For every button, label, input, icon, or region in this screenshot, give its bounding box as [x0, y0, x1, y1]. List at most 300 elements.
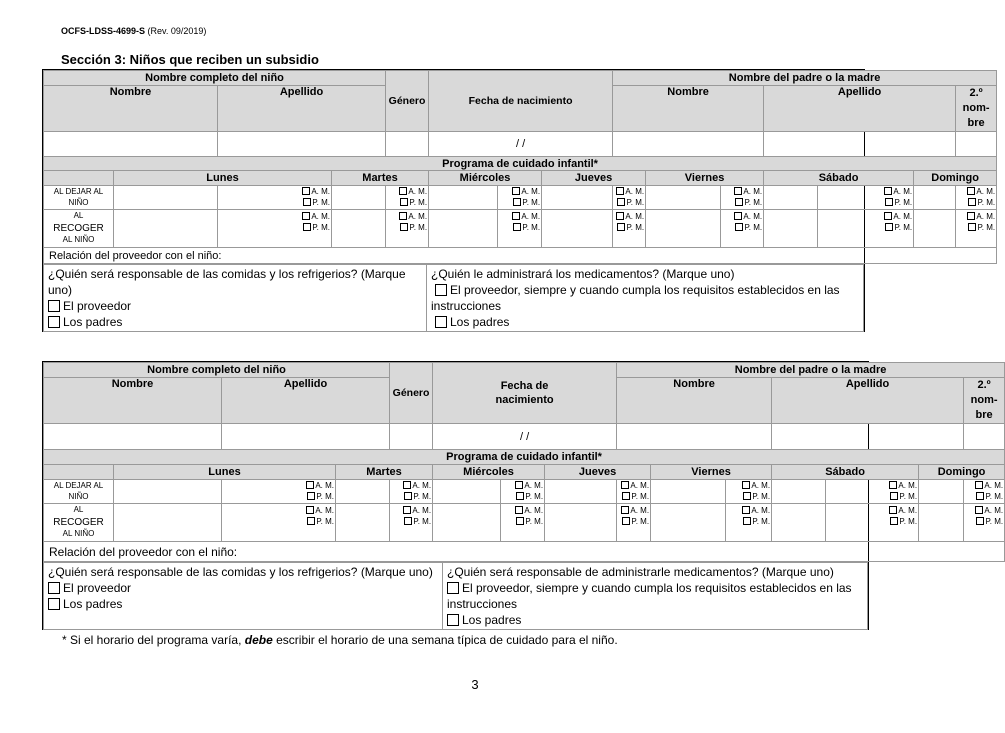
- dropoff-ampm-wed: [498, 186, 542, 210]
- am-option[interactable]: [965, 506, 1003, 517]
- pickup-time-sat[interactable]: [772, 504, 826, 542]
- checkbox-icon: [302, 187, 310, 195]
- pm-label: P. M.: [522, 222, 541, 232]
- parent-first-name-header: Nombre: [613, 86, 764, 132]
- program-header: Programa de cuidado infantil*: [44, 157, 997, 171]
- gender-field[interactable]: [386, 132, 429, 157]
- option-label: Los padres: [462, 613, 522, 627]
- am-option[interactable]: [722, 187, 762, 198]
- middle-name-header: [956, 86, 997, 132]
- day-wednesday: Miércoles: [429, 171, 542, 186]
- child-last-name-header: Apellido: [222, 378, 390, 424]
- pickup-time-tue[interactable]: [332, 210, 386, 248]
- day-header-spacer: [44, 465, 114, 480]
- am-label: A. M.: [630, 480, 650, 490]
- am-option[interactable]: [502, 481, 543, 492]
- checkbox-icon: [400, 223, 408, 231]
- checkbox-icon: [734, 212, 742, 220]
- pm-label: P. M.: [312, 222, 330, 232]
- middle-name-l2: nom-: [970, 394, 998, 406]
- checkbox-icon: [435, 316, 447, 328]
- meals-parents-option[interactable]: [48, 596, 438, 612]
- day-sunday: Domingo: [914, 171, 997, 186]
- pickup-l1: AL: [73, 504, 84, 514]
- am-option[interactable]: [827, 506, 917, 517]
- am-option[interactable]: [614, 187, 644, 198]
- dropoff-time-thu[interactable]: [545, 480, 617, 504]
- pm-label: P. M.: [977, 197, 996, 207]
- checkbox-icon: [403, 506, 411, 514]
- dropoff-time-tue[interactable]: [336, 480, 390, 504]
- pm-label: P. M.: [894, 197, 913, 207]
- option-label: Los padres: [63, 315, 123, 329]
- meds-question-block: [427, 265, 864, 332]
- pickup-time-wed[interactable]: [429, 210, 498, 248]
- checkbox-icon: [622, 492, 630, 500]
- parent-last-name-field[interactable]: [764, 132, 956, 157]
- pickup-time-mon[interactable]: [114, 210, 218, 248]
- parent-name-header: Nombre del padre o la madre: [617, 363, 1005, 378]
- checkbox-icon: [516, 517, 524, 525]
- am-option[interactable]: [727, 506, 770, 517]
- checkbox-icon: [515, 506, 523, 514]
- pm-option[interactable]: [223, 492, 334, 503]
- am-label: A. M.: [315, 480, 334, 490]
- checkbox-icon: [967, 212, 975, 220]
- pm-label: P. M.: [985, 491, 1004, 501]
- pm-option[interactable]: [502, 517, 543, 528]
- middle-name-l2: nom-: [962, 102, 990, 114]
- dropoff-ampm-sat: [818, 186, 914, 210]
- pickup-l2: RECOGER: [53, 222, 104, 234]
- pm-label: P. M.: [409, 197, 428, 207]
- checkbox-icon: [743, 517, 751, 525]
- pm-label: P. M.: [409, 222, 428, 232]
- pickup-ampm-mon: [218, 210, 332, 248]
- provider-relationship-field[interactable]: Relación del proveedor con el niño:: [44, 542, 1005, 562]
- checkbox-icon: [616, 187, 624, 195]
- dropoff-time-mon[interactable]: [114, 480, 222, 504]
- am-label: A. M.: [408, 186, 428, 196]
- dropoff-l2: NIÑO: [68, 197, 89, 207]
- pm-label: P. M.: [525, 491, 544, 501]
- pm-option[interactable]: [223, 517, 334, 528]
- checkbox-icon: [885, 223, 893, 231]
- pm-label: P. M.: [631, 516, 650, 526]
- checkbox-icon: [890, 492, 898, 500]
- gender-header: Género: [386, 71, 429, 132]
- middle-name-l3: bre: [975, 409, 993, 421]
- child-last-name-header: Apellido: [218, 86, 386, 132]
- pm-option[interactable]: [819, 198, 912, 209]
- pm-option[interactable]: [827, 517, 917, 528]
- parent-last-name-header: Apellido: [764, 86, 956, 132]
- child-last-name-field[interactable]: [218, 132, 386, 157]
- am-option[interactable]: [618, 506, 649, 517]
- footnote: [62, 633, 618, 647]
- dropoff-l1: AL DEJAR AL: [53, 480, 104, 490]
- am-option[interactable]: [614, 212, 644, 223]
- dropoff-l1: AL DEJAR AL: [53, 186, 104, 196]
- checkbox-icon: [743, 492, 751, 500]
- am-label: A. M.: [524, 506, 544, 515]
- meds-parents-option[interactable]: [447, 612, 863, 628]
- am-option[interactable]: [502, 506, 543, 517]
- pm-label: P. M.: [894, 222, 913, 232]
- pm-label: P. M.: [744, 197, 763, 207]
- checkbox-icon: [306, 481, 314, 489]
- child-full-name-header: Nombre completo del niño: [44, 71, 386, 86]
- day-monday: Lunes: [114, 171, 332, 186]
- day-friday: Viernes: [646, 171, 764, 186]
- pm-label: P. M.: [977, 222, 996, 232]
- checkbox-icon: [735, 223, 743, 231]
- pm-option[interactable]: [502, 492, 543, 503]
- am-option[interactable]: [819, 212, 912, 223]
- am-label: A. M.: [408, 212, 428, 221]
- am-option[interactable]: [827, 481, 917, 492]
- pm-option[interactable]: [957, 223, 995, 234]
- pickup-time-tue[interactable]: [336, 504, 390, 542]
- checkbox-icon: [734, 187, 742, 195]
- pm-option[interactable]: [387, 198, 427, 209]
- am-option[interactable]: [223, 506, 334, 517]
- pm-option[interactable]: [957, 198, 995, 209]
- checkbox-icon: [889, 506, 897, 514]
- dropoff-ampm-thu: [617, 480, 651, 504]
- parent-first-name-field[interactable]: [613, 132, 764, 157]
- pm-option[interactable]: [722, 223, 762, 234]
- dropoff-time-tue[interactable]: [332, 186, 386, 210]
- pm-label: P. M.: [525, 516, 544, 526]
- middle-name-l3: bre: [967, 117, 985, 129]
- checkbox-icon: [48, 598, 60, 610]
- am-label: A. M.: [898, 480, 918, 490]
- day-thursday: Jueves: [545, 465, 651, 480]
- day-wednesday: Miércoles: [433, 465, 545, 480]
- child-first-name-header: Nombre: [44, 86, 218, 132]
- checkbox-icon: [302, 212, 310, 220]
- checkbox-icon: [889, 481, 897, 489]
- meals-provider-option[interactable]: [48, 580, 438, 596]
- checkbox-icon: [885, 198, 893, 206]
- pickup-l1: AL: [73, 210, 84, 220]
- checkbox-icon: [513, 223, 521, 231]
- am-option[interactable]: [387, 212, 427, 223]
- dropoff-time-wed[interactable]: [429, 186, 498, 210]
- am-label: A. M.: [976, 212, 996, 221]
- am-option[interactable]: [223, 481, 334, 492]
- meals-provider-option[interactable]: [48, 298, 422, 314]
- pickup-ampm-fri: [726, 504, 772, 542]
- am-option[interactable]: [391, 481, 431, 492]
- meals-question-block: [44, 563, 443, 630]
- dropoff-l2: NIÑO: [68, 491, 89, 501]
- am-option[interactable]: [618, 481, 649, 492]
- parent-last-name-field[interactable]: [772, 424, 964, 450]
- am-label: A. M.: [751, 480, 771, 490]
- pickup-ampm-thu: [613, 210, 646, 248]
- meals-parents-option[interactable]: [48, 314, 422, 330]
- checkbox-icon: [399, 187, 407, 195]
- checkbox-icon: [48, 316, 60, 328]
- am-label: A. M.: [898, 506, 918, 515]
- pm-label: P. M.: [985, 516, 1004, 526]
- provider-relationship-field[interactable]: Relación del proveedor con el niño:: [44, 248, 997, 264]
- parent-middle-name-field[interactable]: [964, 424, 1005, 450]
- pm-label: P. M.: [413, 516, 432, 526]
- day-tuesday: Martes: [336, 465, 433, 480]
- checkbox-icon: [742, 506, 750, 514]
- meds-provider-option[interactable]: [431, 282, 859, 314]
- checkbox-icon: [399, 212, 407, 220]
- checkbox-icon: [735, 198, 743, 206]
- gender-field[interactable]: [390, 424, 433, 450]
- am-option[interactable]: [219, 212, 330, 223]
- am-label: A. M.: [625, 186, 645, 196]
- birth-date-field[interactable]: / /: [433, 424, 617, 450]
- dropoff-time-fri[interactable]: [646, 186, 721, 210]
- child-form-1: [42, 69, 996, 332]
- pm-option[interactable]: [499, 198, 540, 209]
- dropoff-ampm-sun: [964, 480, 1005, 504]
- day-thursday: Jueves: [542, 171, 646, 186]
- checkbox-icon: [404, 492, 412, 500]
- child-form-2: [42, 361, 1004, 630]
- pickup-time-thu[interactable]: [542, 210, 613, 248]
- checkbox-icon: [303, 223, 311, 231]
- checkbox-icon: [307, 517, 315, 525]
- pm-option[interactable]: [391, 517, 431, 528]
- checkbox-icon: [975, 506, 983, 514]
- am-option[interactable]: [722, 212, 762, 223]
- footnote-pre: * Si el horario del programa varía,: [62, 633, 245, 647]
- meds-parents-option[interactable]: [431, 314, 859, 330]
- pickup-time-sat[interactable]: [764, 210, 818, 248]
- pickup-l2: RECOGER: [53, 516, 104, 528]
- am-option[interactable]: [957, 187, 995, 198]
- pickup-time-thu[interactable]: [545, 504, 617, 542]
- checkbox-icon: [513, 198, 521, 206]
- am-label: A. M.: [311, 212, 330, 221]
- option-label: El proveedor: [63, 299, 132, 313]
- pm-option[interactable]: [391, 492, 431, 503]
- pickup-label: [44, 504, 114, 542]
- meds-question: ¿Quién le administrará los medicamentos? (Marque uno): [431, 267, 735, 281]
- meals-question: ¿Quién será responsable de las comidas y los refrigerios? (Marque uno): [48, 267, 406, 297]
- option-label: Los padres: [63, 597, 123, 611]
- am-label: A. M.: [893, 186, 913, 196]
- pickup-ampm-wed: [501, 504, 545, 542]
- pickup-l3: AL NIÑO: [62, 235, 95, 245]
- am-option[interactable]: [727, 481, 770, 492]
- meds-provider-option[interactable]: [447, 580, 863, 612]
- day-saturday: Sábado: [764, 171, 914, 186]
- am-label: A. M.: [984, 506, 1004, 515]
- am-option[interactable]: [819, 187, 912, 198]
- option-label: El proveedor, siempre y cuando cumpla los requisitos establecidos en las instrucciones: [447, 581, 852, 611]
- pm-label: P. M.: [413, 491, 432, 501]
- child-first-name-header: Nombre: [44, 378, 222, 424]
- pm-option[interactable]: [219, 198, 330, 209]
- checkbox-icon: [512, 212, 520, 220]
- checkbox-icon: [306, 506, 314, 514]
- pm-label: P. M.: [899, 516, 918, 526]
- pickup-time-fri[interactable]: [651, 504, 726, 542]
- checkbox-icon: [622, 517, 630, 525]
- checkbox-icon: [617, 198, 625, 206]
- dropoff-ampm-mon: [222, 480, 336, 504]
- dropoff-time-thu[interactable]: [542, 186, 613, 210]
- pm-label: P. M.: [626, 222, 645, 232]
- day-friday: Viernes: [651, 465, 772, 480]
- form-code: [61, 26, 206, 36]
- checkbox-icon: [742, 481, 750, 489]
- checkbox-icon: [884, 212, 892, 220]
- meds-question-block: [443, 563, 868, 630]
- pm-option[interactable]: [819, 223, 912, 234]
- dropoff-time-mon[interactable]: [114, 186, 218, 210]
- pm-option[interactable]: [827, 492, 917, 503]
- pm-option[interactable]: [965, 517, 1003, 528]
- meals-question-block: [44, 265, 427, 332]
- birth-date-field[interactable]: / /: [429, 132, 613, 157]
- dropoff-ampm-fri: [726, 480, 772, 504]
- child-last-name-field[interactable]: [222, 424, 390, 450]
- dropoff-ampm-mon: [218, 186, 332, 210]
- pm-label: P. M.: [744, 222, 763, 232]
- am-label: A. M.: [743, 212, 763, 221]
- am-option[interactable]: [957, 212, 995, 223]
- pm-option[interactable]: [618, 492, 649, 503]
- pickup-ampm-wed: [498, 210, 542, 248]
- pm-option[interactable]: [618, 517, 649, 528]
- am-label: A. M.: [751, 506, 771, 515]
- option-label: Los padres: [450, 315, 510, 329]
- dropoff-ampm-thu: [613, 186, 646, 210]
- dropoff-time-sun[interactable]: [914, 186, 956, 210]
- checkbox-icon: [976, 492, 984, 500]
- checkbox-icon: [403, 481, 411, 489]
- pm-label: P. M.: [522, 197, 541, 207]
- dropoff-ampm-fri: [721, 186, 764, 210]
- checkbox-icon: [404, 517, 412, 525]
- dropoff-time-sat[interactable]: [764, 186, 818, 210]
- pm-label: P. M.: [899, 491, 918, 501]
- pm-option[interactable]: [499, 223, 540, 234]
- pickup-time-fri[interactable]: [646, 210, 721, 248]
- am-label: A. M.: [315, 506, 334, 515]
- dropoff-ampm-tue: [390, 480, 433, 504]
- option-label: El proveedor, siempre y cuando cumpla los requisitos establecidos en las instrucciones: [431, 283, 840, 313]
- checkbox-icon: [968, 198, 976, 206]
- dropoff-ampm-sun: [956, 186, 997, 210]
- dropoff-time-sun[interactable]: [919, 480, 964, 504]
- am-label: A. M.: [412, 480, 432, 490]
- pickup-ampm-sun: [956, 210, 997, 248]
- birth-date-header: Fecha de nacimiento: [429, 71, 613, 132]
- day-header-spacer: [44, 171, 114, 186]
- pm-label: P. M.: [316, 491, 334, 501]
- am-label: A. M.: [893, 212, 913, 221]
- checkbox-icon: [512, 187, 520, 195]
- day-tuesday: Martes: [332, 171, 429, 186]
- child-full-name-header: Nombre completo del niño: [44, 363, 390, 378]
- am-label: A. M.: [743, 186, 763, 196]
- checkbox-icon: [447, 582, 459, 594]
- footnote-emph: debe: [244, 633, 273, 647]
- dropoff-time-fri[interactable]: [651, 480, 726, 504]
- pickup-time-sun[interactable]: [914, 210, 956, 248]
- am-label: A. M.: [524, 480, 544, 490]
- am-option[interactable]: [219, 187, 330, 198]
- pickup-time-sun[interactable]: [919, 504, 964, 542]
- pickup-ampm-mon: [222, 504, 336, 542]
- checkbox-icon: [617, 223, 625, 231]
- pm-option[interactable]: [722, 198, 762, 209]
- middle-name-header: [964, 378, 1005, 424]
- parent-middle-name-field[interactable]: [956, 132, 997, 157]
- page-number: 3: [471, 677, 479, 692]
- pm-label: P. M.: [752, 491, 771, 501]
- am-option[interactable]: [965, 481, 1003, 492]
- checkbox-icon: [976, 517, 984, 525]
- dropoff-time-wed[interactable]: [433, 480, 501, 504]
- dropoff-time-sat[interactable]: [772, 480, 826, 504]
- pm-option[interactable]: [614, 198, 644, 209]
- meds-question: ¿Quién será responsable de administrarle medicamentos? (Marque uno): [447, 565, 834, 579]
- am-label: A. M.: [521, 212, 541, 221]
- am-option[interactable]: [499, 187, 540, 198]
- checkbox-icon: [621, 481, 629, 489]
- meals-question: ¿Quién será responsable de las comidas y los refrigerios? (Marque uno): [48, 565, 433, 579]
- pm-option[interactable]: [727, 517, 770, 528]
- pm-option[interactable]: [219, 223, 330, 234]
- child-first-name-field[interactable]: [44, 132, 218, 157]
- pickup-time-wed[interactable]: [433, 504, 501, 542]
- parent-name-header: Nombre del padre o la madre: [613, 71, 997, 86]
- checkbox-icon: [516, 492, 524, 500]
- checkbox-icon: [884, 187, 892, 195]
- pm-label: P. M.: [626, 197, 645, 207]
- checkbox-icon: [435, 284, 447, 296]
- checkbox-icon: [968, 223, 976, 231]
- am-option[interactable]: [391, 506, 431, 517]
- am-option[interactable]: [499, 212, 540, 223]
- pickup-time-mon[interactable]: [114, 504, 222, 542]
- checkbox-icon: [616, 212, 624, 220]
- checkbox-icon: [48, 582, 60, 594]
- am-label: A. M.: [412, 506, 432, 515]
- child-first-name-field[interactable]: [44, 424, 222, 450]
- pm-option[interactable]: [614, 223, 644, 234]
- checkbox-icon: [621, 506, 629, 514]
- am-label: A. M.: [976, 186, 996, 196]
- checkbox-icon: [447, 614, 459, 626]
- pickup-l3: AL NIÑO: [62, 529, 95, 539]
- option-label: El proveedor: [63, 581, 132, 595]
- pm-option[interactable]: [387, 223, 427, 234]
- pm-option[interactable]: [965, 492, 1003, 503]
- parent-first-name-header: Nombre: [617, 378, 772, 424]
- pickup-ampm-sat: [826, 504, 919, 542]
- pm-option[interactable]: [727, 492, 770, 503]
- pickup-ampm-fri: [721, 210, 764, 248]
- parent-first-name-field[interactable]: [617, 424, 772, 450]
- checkbox-icon: [303, 198, 311, 206]
- am-option[interactable]: [387, 187, 427, 198]
- am-label: A. M.: [311, 186, 330, 196]
